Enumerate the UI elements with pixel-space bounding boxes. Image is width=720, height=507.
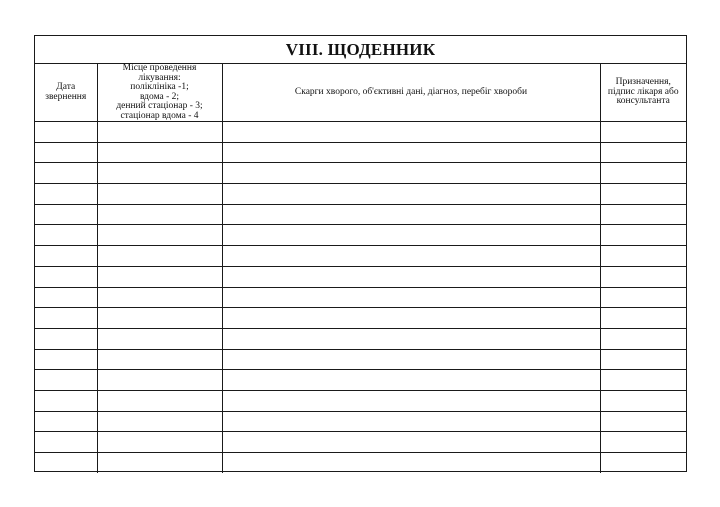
cell-prescriptions[interactable]: [600, 246, 686, 267]
cell-complaints[interactable]: [222, 432, 600, 453]
cell-prescriptions[interactable]: [600, 432, 686, 453]
column-header-complaints: Скарги хворого, об'єктивні дані, діагноз, перебіг хвороби: [222, 64, 600, 122]
table-row: [35, 411, 686, 432]
cell-complaints[interactable]: [222, 184, 600, 205]
cell-prescriptions[interactable]: [600, 204, 686, 225]
place-line: поліклініка -1;: [130, 82, 189, 92]
cell-place[interactable]: [97, 204, 222, 225]
table-row: [35, 246, 686, 267]
cell-prescriptions[interactable]: [600, 142, 686, 163]
cell-prescriptions[interactable]: [600, 122, 686, 143]
place-line: лікування:: [138, 72, 181, 83]
cell-prescriptions[interactable]: [600, 184, 686, 205]
column-header-prescriptions: Призначення, підпис лікаря або консультанта: [600, 64, 686, 122]
table-row: [35, 184, 686, 205]
cell-place[interactable]: [97, 308, 222, 329]
cell-prescriptions[interactable]: [600, 390, 686, 411]
cell-prescriptions[interactable]: [600, 349, 686, 370]
cell-date[interactable]: [35, 349, 97, 370]
cell-place[interactable]: [97, 184, 222, 205]
cell-place[interactable]: [97, 328, 222, 349]
cell-place[interactable]: [97, 287, 222, 308]
cell-date[interactable]: [35, 453, 97, 473]
diary-table: [35, 64, 686, 473]
column-header-place: [97, 64, 222, 122]
cell-complaints[interactable]: [222, 370, 600, 391]
cell-prescriptions[interactable]: [600, 163, 686, 184]
cell-place[interactable]: [97, 266, 222, 287]
cell-date[interactable]: [35, 184, 97, 205]
cell-place[interactable]: [97, 411, 222, 432]
table-row: [35, 390, 686, 411]
cell-complaints[interactable]: [222, 204, 600, 225]
table-row: [35, 225, 686, 246]
cell-place[interactable]: [97, 370, 222, 391]
cell-place[interactable]: [97, 349, 222, 370]
column-header-date: Дата звернення: [35, 64, 97, 122]
cell-complaints[interactable]: [222, 308, 600, 329]
cell-complaints[interactable]: [222, 266, 600, 287]
cell-date[interactable]: [35, 246, 97, 267]
cell-complaints[interactable]: [222, 328, 600, 349]
cell-complaints[interactable]: [222, 142, 600, 163]
table-row: [35, 287, 686, 308]
cell-place[interactable]: [97, 163, 222, 184]
table-row: [35, 370, 686, 391]
place-line: денний стаціонар - 3;: [116, 101, 203, 111]
cell-prescriptions[interactable]: [600, 328, 686, 349]
cell-complaints[interactable]: [222, 246, 600, 267]
table-row: [35, 328, 686, 349]
cell-date[interactable]: [35, 308, 97, 329]
cell-place[interactable]: [97, 122, 222, 143]
cell-prescriptions[interactable]: [600, 411, 686, 432]
cell-complaints[interactable]: [222, 287, 600, 308]
cell-place[interactable]: [97, 142, 222, 163]
table-row: [35, 432, 686, 453]
table-row: [35, 122, 686, 143]
table-row: [35, 163, 686, 184]
cell-date[interactable]: [35, 225, 97, 246]
cell-date[interactable]: [35, 287, 97, 308]
cell-place[interactable]: [97, 225, 222, 246]
place-line: стаціонар вдома - 4: [120, 110, 199, 121]
cell-date[interactable]: [35, 142, 97, 163]
cell-prescriptions[interactable]: [600, 308, 686, 329]
cell-complaints[interactable]: [222, 163, 600, 184]
cell-place[interactable]: [97, 390, 222, 411]
place-line: Місце проведення: [122, 63, 197, 73]
cell-complaints[interactable]: [222, 349, 600, 370]
cell-date[interactable]: [35, 390, 97, 411]
cell-date[interactable]: [35, 266, 97, 287]
table-row: [35, 308, 686, 329]
cell-date[interactable]: [35, 432, 97, 453]
table-row: [35, 204, 686, 225]
table-row: [35, 142, 686, 163]
cell-prescriptions[interactable]: [600, 225, 686, 246]
cell-date[interactable]: [35, 328, 97, 349]
cell-date[interactable]: [35, 122, 97, 143]
form-title: VIII. ЩОДЕННИК: [35, 36, 686, 64]
table-row: [35, 266, 686, 287]
cell-complaints[interactable]: [222, 225, 600, 246]
cell-prescriptions[interactable]: [600, 370, 686, 391]
cell-complaints[interactable]: [222, 390, 600, 411]
diary-rows: [35, 122, 686, 473]
cell-prescriptions[interactable]: [600, 453, 686, 473]
diary-form: [34, 35, 687, 472]
table-row: [35, 349, 686, 370]
cell-date[interactable]: [35, 163, 97, 184]
cell-date[interactable]: [35, 370, 97, 391]
place-line: вдома - 2;: [139, 91, 180, 102]
header-row: [35, 64, 686, 122]
cell-date[interactable]: [35, 411, 97, 432]
cell-complaints[interactable]: [222, 411, 600, 432]
cell-place[interactable]: [97, 432, 222, 453]
cell-place[interactable]: [97, 453, 222, 473]
cell-prescriptions[interactable]: [600, 287, 686, 308]
cell-prescriptions[interactable]: [600, 266, 686, 287]
cell-complaints[interactable]: [222, 453, 600, 473]
table-row: [35, 453, 686, 473]
cell-complaints[interactable]: [222, 122, 600, 143]
cell-place[interactable]: [97, 246, 222, 267]
cell-date[interactable]: [35, 204, 97, 225]
